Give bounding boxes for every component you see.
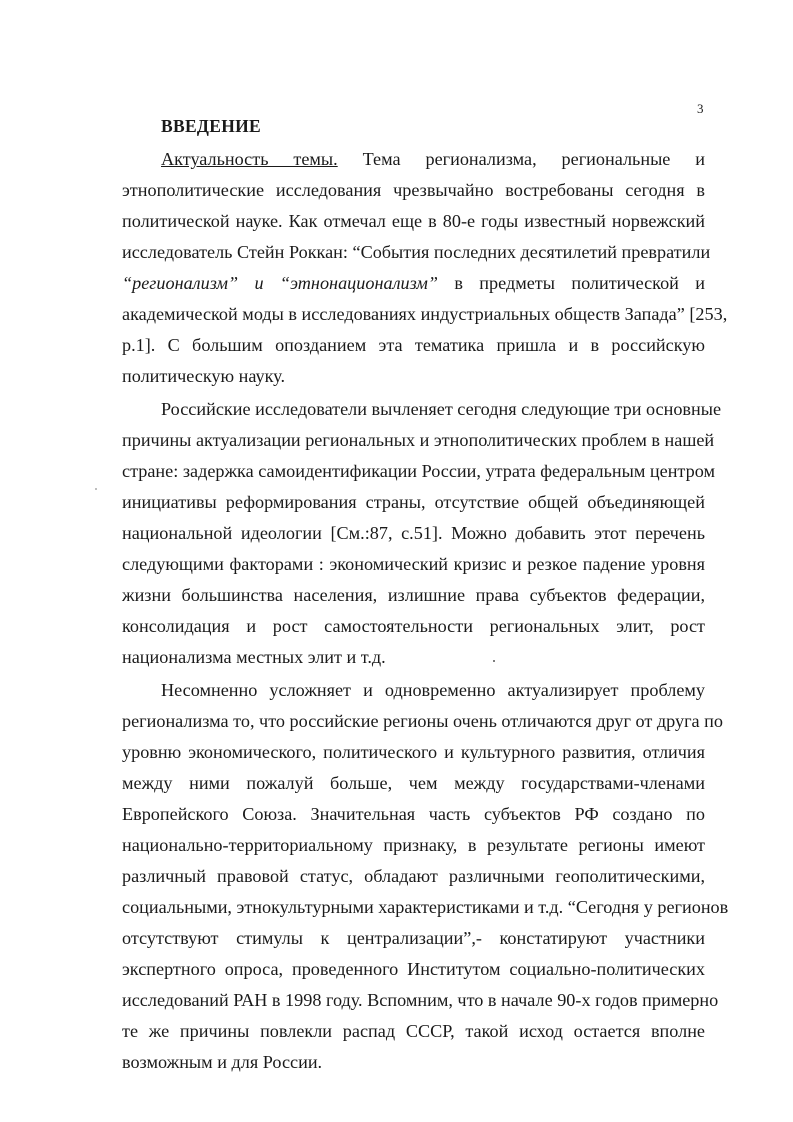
- paragraph-1-line-3: политической науке. Как отмечал еще в 80-е годы известный норвежский: [122, 211, 705, 231]
- paragraph-3-line-6: национально-территориальному признаку, в результате регионы имеют: [122, 835, 705, 855]
- paragraph-2-line-9: национализма местных элит и т.д.: [122, 647, 386, 667]
- paragraph-3-line-2: регионализма то, что российские регионы очень отличаются друг от друга по: [122, 711, 723, 731]
- paragraph-3-line-5: Европейского Союза. Значительная часть субъектов РФ создано по: [122, 804, 705, 824]
- paragraph-1-line-6: академической моды в исследованиях индустриальных обществ Запада” [253,: [122, 304, 728, 324]
- italic-terms: “регионализм” и “этнонационализм”: [122, 273, 438, 293]
- paragraph-3-line-7: различный правовой статус, обладают различными геополитическими,: [122, 866, 705, 886]
- paragraph-2-line-6: следующими факторами : экономический кризис и резкое падение уровня: [122, 554, 705, 574]
- paragraph-2-line-8: консолидация и рост самостоятельности региональных элит, рост: [122, 616, 705, 636]
- paragraph-2-line-4: инициативы реформирования страны, отсутствие общей объединяющей: [122, 492, 705, 512]
- page-number: 3: [697, 101, 704, 116]
- paragraph-2-line-7: жизни большинства населения, излишние права субъектов федерации,: [122, 585, 705, 605]
- paragraph-3-line-11: исследований РАН в 1998 году. Вспомним, что в начале 90-х годов примерно: [122, 990, 719, 1010]
- paragraph-1-line-5: “регионализм” и “этнонационализм” в предметы политической и: [122, 273, 706, 293]
- scan-speck: [95, 488, 97, 490]
- paragraph-3-line-3: уровню экономического, политического и культурного развития, отличия: [122, 742, 705, 762]
- paragraph-1-line-1: Актуальность темы. Тема регионализма, региональные и: [161, 149, 706, 169]
- topic-relevance-title: Актуальность темы.: [161, 149, 338, 169]
- paragraph-1-line-4: исследователь Стейн Роккан: “События последних десятилетий превратили: [122, 242, 711, 262]
- paragraph-3-line-12: те же причины повлекли распад СССР, такой исход остается вполне: [122, 1021, 705, 1041]
- paragraph-1-line-7: p.1]. С большим опозданием эта тематика пришла и в российскую: [122, 335, 705, 355]
- paragraph-3-line-1: Несомненно усложняет и одновременно актуализирует проблему: [161, 680, 705, 700]
- section-heading: ВВЕДЕНИЕ: [161, 116, 262, 136]
- scan-speck: [493, 660, 495, 662]
- paragraph-2-line-3: стране: задержка самоидентификации России, утрата федеральным центром: [122, 461, 715, 481]
- paragraph-2-line-1: Российские исследователи вычленяет сегодня следующие три основные: [161, 399, 722, 419]
- paragraph-2-line-2: причины актуализации региональных и этнополитических проблем в нашей: [122, 430, 715, 450]
- paragraph-3-line-13: возможным и для России.: [122, 1052, 323, 1072]
- paragraph-1-line-2: этнополитические исследования чрезвычайно востребованы сегодня в: [122, 180, 705, 200]
- paragraph-3-line-10: экспертного опроса, проведенного Институтом социально-политических: [122, 959, 705, 979]
- paragraph-3-line-9: отсутствуют стимулы к централизации”,- констатируют участники: [122, 928, 705, 948]
- paragraph-2-line-5: национальной идеологии [См.:87, с.51]. Можно добавить этот перечень: [122, 523, 705, 543]
- paragraph-1-line-8: политическую науку.: [122, 366, 286, 386]
- paragraph-3-line-8: социальными, этнокультурными характеристиками и т.д. “Сегодня у регионов: [122, 897, 729, 917]
- paragraph-3-line-4: между ними пожалуй больше, чем между государствами-членами: [122, 773, 705, 793]
